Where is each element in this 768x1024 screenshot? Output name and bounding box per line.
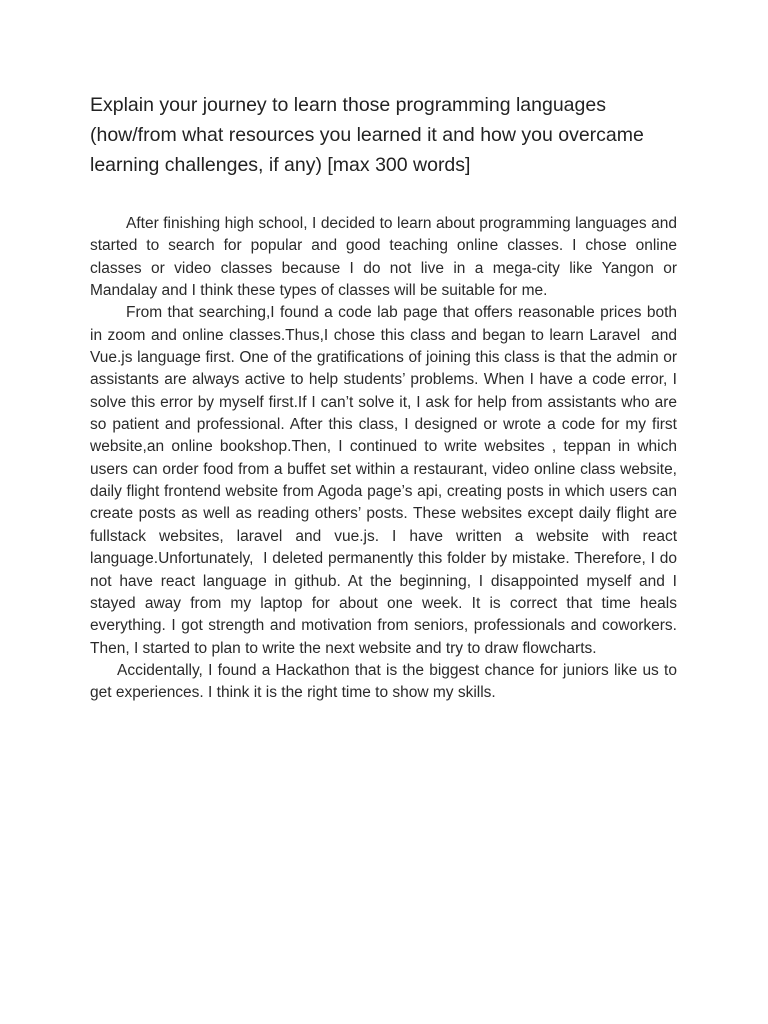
answer-paragraph-1: After finishing high school, I decided to learn about programming languages and started to search for popular and good teaching online classes. I chose online classes or video classes because I do not live in a mega-city like Yangon or Mandalay and I think these types of classes will be suitable for me. <box>90 215 682 300</box>
answer-paragraph-3: Accidentally, I found a Hackathon that is the biggest chance for juniors like us to get experiences. I think it is the right time to show my skills. <box>90 661 682 702</box>
question-heading: Explain your journey to learn those programming languages (how/from what resources you learned it and how you overcame learning challenges, if any) [max 300 words] <box>90 94 644 176</box>
answer-body <box>90 213 682 705</box>
answer-paragraph-2: From that searching,I found a code lab page that offers reasonable prices both in zoom and online classes.Thus,I chose this class and began to learn Laravel and Vue.js language first. One of the gratifications of joining this class is that the admin or assistants are always active to help students’ problems. When I have a code error, I solve this error by myself first.If I can’t solve it, I ask for help from assistants who are so patient and professional. After this class, I designed or wrote a code for my first website,an online bookshop.Then, I continued to write websites , teppan in which users can order food from a buffet set within a restaurant, video online class website, daily flight frontend website from Agoda page’s api, creating posts in which users can create posts as well as reading others’ posts. These websites except daily flight are fullstack websites, laravel and vue.js. I have written a website with react language.Unfortunately, I deleted permanently this folder by mistake. Therefore, I do not have react language in github. At the beginning, I disappointed myself and I stayed away from my laptop for about one week. It is correct that time heals everything. I got strength and motivation from seniors, professionals and coworkers. Then, I started to plan to write the next website and try to draw flowcharts. <box>90 304 682 657</box>
